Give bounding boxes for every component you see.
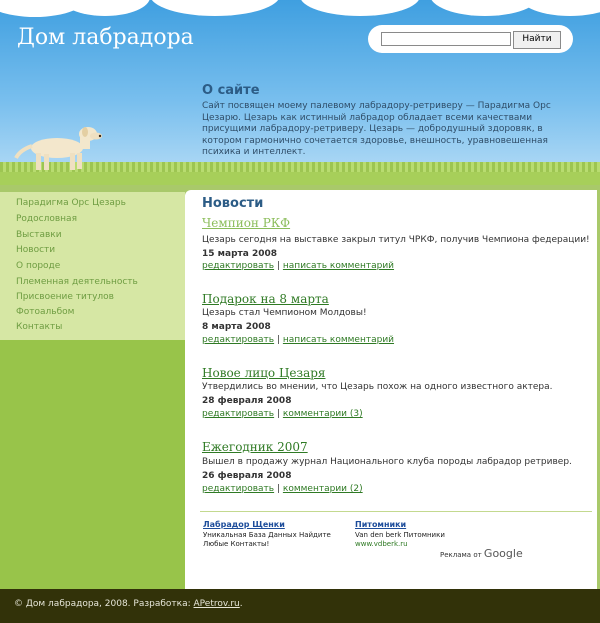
post-text: Вышел в продажу журнал Национального клуба породы лабрадор ретривер. (202, 457, 572, 467)
comment-link[interactable]: комментарии (3) (282, 409, 363, 419)
sidebar-item-shows[interactable]: Выставки (16, 230, 62, 240)
post-text: Утвердились во мнении, что Цезарь похож на одного известного актера. (202, 382, 553, 392)
ads-by-label: Реклама от (440, 551, 482, 559)
google-logo: Google (483, 547, 523, 560)
post-date: 8 марта 2008 (202, 322, 271, 332)
cloud-4 (300, 0, 420, 16)
sidebar-item-titles[interactable]: Присвоение титулов (16, 292, 114, 302)
post-links (202, 484, 363, 494)
post-title[interactable]: Чемпион РКФ (202, 216, 291, 230)
post-title[interactable]: Ежегодник 2007 (202, 440, 308, 454)
ad-title-puppies[interactable]: Лабрадор Щенки (203, 520, 285, 529)
sidebar-nav (0, 192, 185, 340)
sidebar-item-news[interactable]: Новости (16, 245, 56, 255)
edit-link[interactable]: редактировать (202, 409, 275, 419)
post-links (202, 335, 394, 345)
cloud-3 (150, 0, 280, 16)
post-text: Цезарь сегодня на выставке закрыл титул ЧРКФ, получив Чемпиона федерации! (202, 235, 590, 245)
developer-link[interactable]: APetrov.ru (193, 599, 240, 609)
ad-text: Любые Контакты! (203, 540, 270, 548)
sidebar-item-breeding[interactable]: Племенная деятельность (16, 277, 138, 287)
post-title[interactable]: Подарок на 8 марта (202, 292, 329, 306)
post-title[interactable]: Новое лицо Цезаря (202, 366, 326, 380)
comment-link[interactable]: написать комментарий (282, 335, 395, 345)
search-button[interactable]: Найти (513, 31, 561, 49)
ad-url[interactable]: www.vdberk.ru (355, 540, 408, 548)
sidebar-item-caesar[interactable]: Парадигма Орс Цезарь (16, 198, 126, 208)
link-separator: | (276, 409, 281, 419)
edit-link[interactable]: редактировать (202, 335, 275, 345)
post-date: 26 февраля 2008 (202, 471, 292, 481)
sidebar-item-pedigree[interactable]: Родословная (16, 214, 77, 224)
sidebar-item-contacts[interactable]: Контакты (16, 322, 63, 332)
ads-by-google[interactable] (440, 547, 523, 560)
labrador-dog-image (12, 120, 112, 175)
link-separator: | (276, 335, 281, 345)
footer-suffix: . (239, 599, 243, 609)
footer-copyright: © Дом лабрадора, 2008. Разработка: (14, 599, 191, 609)
edit-link[interactable]: редактировать (202, 261, 275, 271)
post-links (202, 261, 394, 271)
about-text: Сайт посвящен моему палевому лабрадору-ретриверу — Парадигма Орс Цезарю. Цезарь как истинный лабрадор обладает всеми качествами присущими лабрадору-ретриверу. Цезарь — добродушный здоровяк, в котором гармонично сочетается здоровье, внешность, уравновешенная психика и интеллект. (202, 101, 551, 157)
post-text: Цезарь стал Чемпионом Молдовы! (202, 308, 367, 318)
comment-link[interactable]: комментарии (2) (282, 484, 363, 494)
ad-text: Уникальная База Данных Найдите (203, 531, 331, 539)
about-heading: О сайте (202, 83, 260, 98)
ad-text: Van den berk Питомники (355, 531, 445, 539)
comment-link[interactable]: написать комментарий (282, 261, 395, 271)
cloud-6 (520, 0, 600, 16)
post-links (202, 409, 363, 419)
footer-text (14, 599, 243, 609)
news-heading: Новости (202, 196, 264, 211)
sidebar-item-breed[interactable]: О породе (16, 261, 61, 271)
link-separator: | (276, 261, 281, 271)
search-input[interactable] (381, 32, 511, 46)
ad-title-kennels[interactable]: Питомники (355, 520, 407, 529)
edit-link[interactable]: редактировать (202, 484, 275, 494)
site-title[interactable]: Дом лабрадора (17, 25, 194, 50)
ad-divider (200, 511, 592, 512)
search-bar (368, 25, 573, 53)
post-date: 28 февраля 2008 (202, 396, 292, 406)
post-date: 15 марта 2008 (202, 249, 278, 259)
cloud-2 (60, 0, 150, 16)
grass-background (0, 340, 185, 590)
link-separator: | (276, 484, 281, 494)
sidebar-item-photos[interactable]: Фотоальбом (16, 307, 75, 317)
